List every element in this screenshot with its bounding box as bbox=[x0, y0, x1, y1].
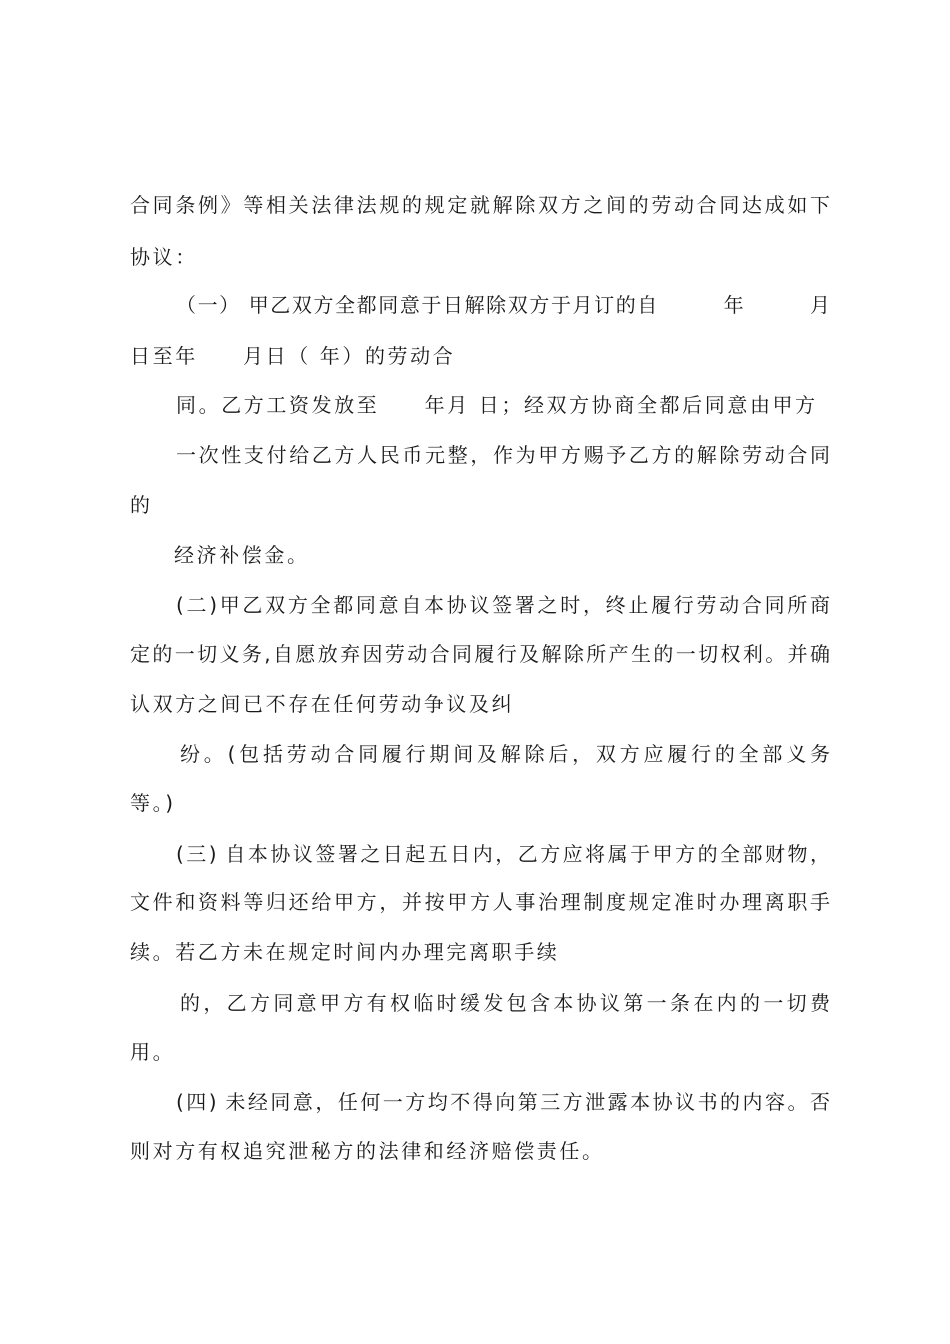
text-line: 日至年 月日（ 年）的劳动合 bbox=[130, 344, 456, 368]
text-line: (四) 未经同意，任何一方均不得向第三方泄露本协议书的内容。否 bbox=[176, 1090, 830, 1114]
text-line: 续。若乙方未在规定时间内办理完离职手续 bbox=[130, 940, 560, 964]
text-line: 用。 bbox=[130, 1040, 176, 1064]
text-line: (二)甲乙双方全都同意自本协议签署之时，终止履行劳动合同所商 bbox=[176, 593, 830, 617]
text-line: （一） 甲乙双方全都同意于日解除双方于月订的自 年 月 bbox=[176, 293, 830, 317]
text-line: 等。) bbox=[130, 791, 176, 815]
text-line: 的 bbox=[130, 493, 153, 517]
text-line: 则对方有权追究泄秘方的法律和经济赔偿责任。 bbox=[130, 1139, 605, 1163]
text-line: 一次性支付给乙方人民币元整，作为甲方赐予乙方的解除劳动合同 bbox=[176, 443, 830, 467]
text-line: (三) 自本协议签署之日起五日内，乙方应将属于甲方的全部财物， bbox=[176, 842, 830, 866]
text-line: 的，乙方同意甲方有权临时缓发包含本协议第一条在内的一切费 bbox=[180, 991, 830, 1015]
text-line: 认双方之间已不存在任何劳动争议及纠 bbox=[130, 692, 515, 716]
text-line: 同。乙方工资发放至 年月 日；经双方协商全都后同意由甲方 bbox=[176, 393, 818, 417]
text-line: 纷。(包括劳动合同履行期间及解除后，双方应履行的全部义务 bbox=[180, 742, 830, 766]
text-line: 文件和资料等归还给甲方，并按甲方人事治理制度规定准时办理离职手 bbox=[130, 890, 830, 914]
text-line: 经济补偿金。 bbox=[174, 543, 310, 567]
text-line: 定的一切义务,自愿放弃因劳动合同履行及解除所产生的一切权利。并确 bbox=[130, 642, 830, 666]
text-line: 协议： bbox=[130, 245, 198, 269]
text-line: 合同条例》等相关法律法规的规定就解除双方之间的劳动合同达成如下 bbox=[130, 193, 830, 217]
